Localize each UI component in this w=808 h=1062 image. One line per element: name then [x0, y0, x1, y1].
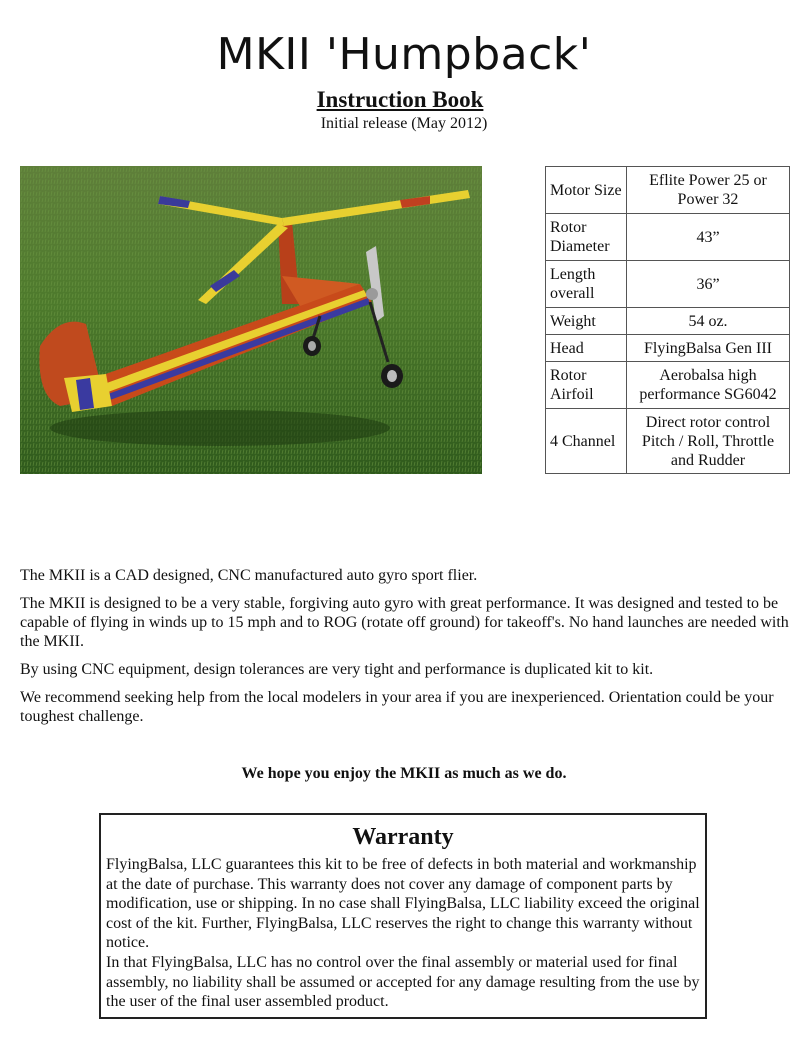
- intro-text: [20, 566, 792, 735]
- spec-label: 4 Channel: [546, 409, 627, 474]
- spec-value: Eflite Power 25 or Power 32: [627, 167, 790, 214]
- warranty-text: FlyingBalsa, LLC guarantees this kit to be free of defects in both material and workmanship at the date of purchase. This warranty does not cover any damage of component parts by modification, use or shipping. In no case shall FlyingBalsa, LLC liability exceed the original cost of the kit. Further, FlyingBalsa, LLC reserves the right to change this warranty without notice.: [106, 856, 700, 952]
- table-row: [546, 214, 790, 261]
- release-note: Initial release (May 2012): [320, 115, 488, 132]
- spec-label: Length overall: [546, 261, 627, 308]
- spec-value: 43”: [627, 214, 790, 261]
- paragraph: The MKII is a CAD designed, CNC manufactured auto gyro sport flier.: [20, 567, 478, 584]
- spec-label: Motor Size: [546, 167, 627, 214]
- spec-value: Aerobalsa high performance SG6042: [627, 362, 790, 409]
- spec-label: Weight: [546, 308, 627, 335]
- document-subtitle: Instruction Book: [316, 87, 484, 112]
- paragraph: We recommend seeking help from the local modelers in your area if you are inexperienced. Orientation could be your toughest challenge.: [20, 689, 774, 725]
- table-row: [546, 362, 790, 409]
- autogyro-photo: [20, 166, 482, 474]
- spec-value: 54 oz.: [627, 308, 790, 335]
- table-row: [546, 167, 790, 214]
- spec-value: FlyingBalsa Gen III: [627, 335, 790, 362]
- page-title: MKII 'Humpback': [216, 29, 592, 80]
- spec-value: Direct rotor control Pitch / Roll, Throttle and Rudder: [627, 409, 790, 474]
- spec-label: Head: [546, 335, 627, 362]
- spec-label: Rotor Airfoil: [546, 362, 627, 409]
- paragraph: The MKII is designed to be a very stable, forgiving auto gyro with great performance. It was designed and tested to be capable of flying in winds up to 15 mph and to ROG (rotate off ground) for takeoff's. No hand launches are needed with the MKII.: [20, 595, 789, 650]
- spec-value: 36”: [627, 261, 790, 308]
- table-row: [546, 409, 790, 474]
- table-row: [546, 308, 790, 335]
- warranty-heading: Warranty: [352, 824, 454, 850]
- closing-line: We hope you enjoy the MKII as much as we do.: [241, 765, 567, 782]
- table-row: [546, 261, 790, 308]
- specifications-table: [545, 166, 790, 474]
- spec-label: Rotor Diameter: [546, 214, 627, 261]
- paragraph: By using CNC equipment, design tolerances are very tight and performance is duplicated kit to kit.: [20, 661, 654, 678]
- table-row: [546, 335, 790, 362]
- warranty-box: [99, 813, 707, 1019]
- warranty-text: In that FlyingBalsa, LLC has no control over the final assembly or material used for final assembly, no liability shall be assumed or accepted for any damage resulting from the use by the user of the final user assembled product.: [106, 953, 700, 1011]
